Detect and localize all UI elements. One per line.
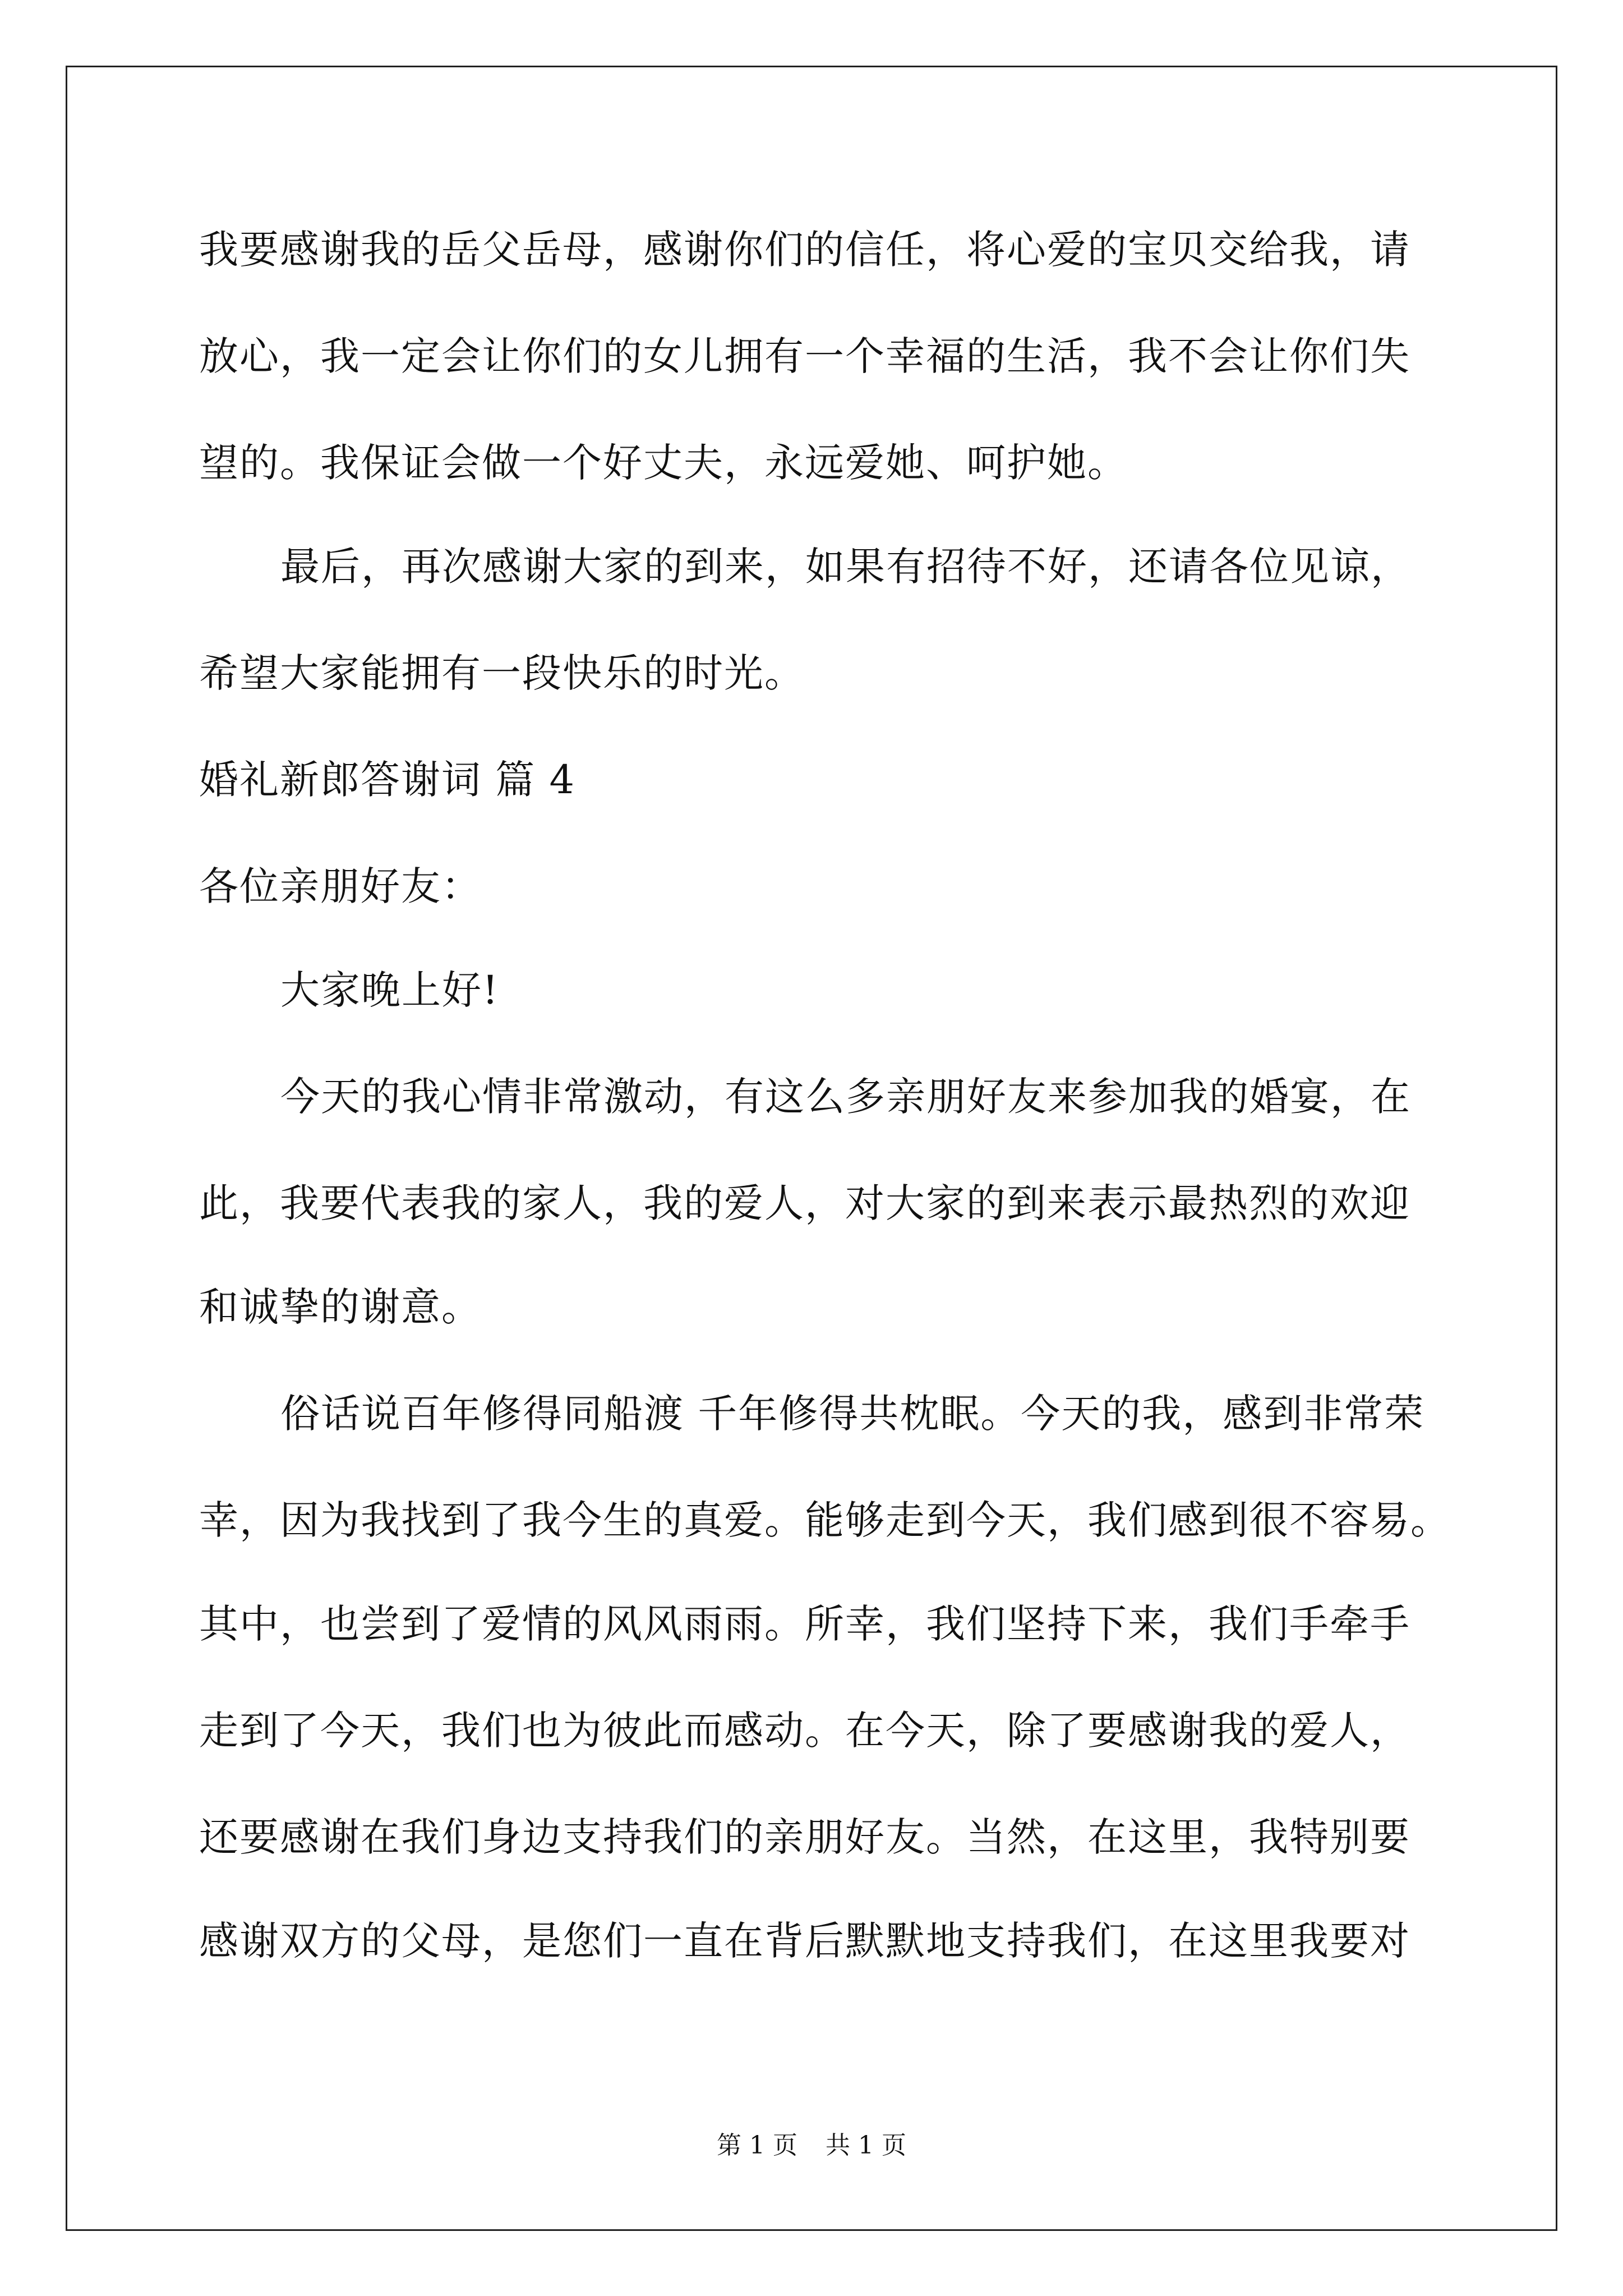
text-line: 我要感谢我的岳父岳母，感谢你们的信任，将心爱的宝贝交给我，请	[199, 227, 1410, 273]
text-line: 望的。我保证会做一个好丈夫，永远爱她、呵护她。	[199, 440, 1128, 486]
salutation: 各位亲朋好友：	[199, 863, 482, 909]
text-line: 此，我要代表我的家人，我的爱人，对大家的到来表示最热烈的欢迎	[199, 1180, 1410, 1226]
page-border	[66, 66, 1557, 2231]
text-line: 最后，再次感谢大家的到来，如果有招待不好，还请各位见谅，	[280, 544, 1411, 590]
text-line: 还要感谢在我们身边支持我们的亲朋好友。当然，在这里，我特别要	[199, 1814, 1410, 1860]
text-line: 希望大家能拥有一段快乐的时光。	[199, 650, 805, 696]
text-line: 其中，也尝到了爱情的风风雨雨。所幸，我们坚持下来，我们手牵手	[199, 1601, 1410, 1647]
text-line: 幸，因为我找到了我今生的真爱。能够走到今天，我们感到很不容易。	[199, 1497, 1451, 1543]
text-line: 放心，我一定会让你们的女儿拥有一个幸福的生活，我不会让你们失	[199, 333, 1410, 379]
page-total: 共 1 页	[826, 2131, 906, 2160]
text-line: 感谢双方的父母，是您们一直在背后默默地支持我们，在这里我要对	[199, 1918, 1410, 1964]
text-line: 和诚挚的谢意。	[199, 1284, 482, 1330]
text-line: 俗话说百年修得同船渡 千年修得共枕眠。今天的我，感到非常荣	[280, 1391, 1425, 1437]
page-number: 第 1 页	[717, 2131, 797, 2160]
page-footer	[0, 2129, 1623, 2162]
greeting: 大家晚上好!	[280, 967, 500, 1013]
section-heading: 婚礼新郎答谢词 篇 4	[199, 757, 576, 803]
text-line: 今天的我心情非常激动，有这么多亲朋好友来参加我的婚宴，在	[280, 1074, 1411, 1120]
text-line: 走到了今天，我们也为彼此而感动。在今天，除了要感谢我的爱人，	[199, 1708, 1410, 1754]
